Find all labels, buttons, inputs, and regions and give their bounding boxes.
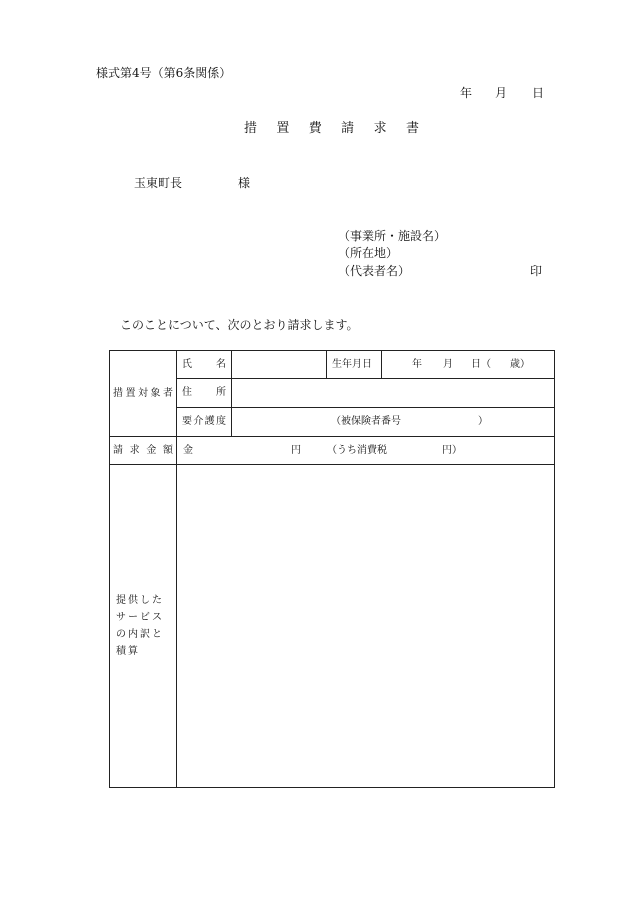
title-char: 費 [308,121,322,136]
tax-prefix: （うち消費税 [327,445,387,456]
facility-name-label: （事業所・施設名） [338,229,447,243]
amount-field[interactable] [177,437,555,465]
label-char: 氏 [182,358,192,370]
label-char: 護 [204,416,215,427]
label-char: 対 [138,387,148,399]
label-char: 額 [162,444,173,456]
amount-yen: 円 [291,445,301,456]
insured-number-close: ） [478,416,488,427]
label-char: 求 [129,444,140,456]
label-char: 者 [163,387,173,399]
name-label [177,351,232,379]
dob-label: 生年月日 [327,351,382,379]
seal-mark: 印 [530,264,543,278]
document-title [244,121,419,136]
label-char: 要 [182,416,192,427]
target-person-label [110,351,177,437]
label-char: 名 [216,358,226,370]
date-line [460,86,545,100]
date-day-label: 日 [532,86,545,100]
care-level-field[interactable] [232,408,555,437]
label-char: 介 [193,416,204,427]
title-char: 書 [405,121,419,136]
label-char: 金 [146,444,157,456]
intro-text: このことについて、次のとおり請求します。 [120,318,359,332]
label-char: 措 [113,387,123,399]
claim-form-table [109,350,555,788]
label-char: 置 [125,387,136,399]
addressee-honorific: 様 [238,176,251,190]
title-char: 請 [341,121,355,136]
title-char: 置 [276,121,290,136]
facility-address-label: （所在地） [338,246,399,260]
label-char: 度 [215,416,226,427]
representative-label: （代表者名） [338,264,411,278]
addressee-name: 玉東町長 [134,176,183,190]
title-char: 措 [244,121,258,136]
label-char: 住 [182,387,192,398]
service-details-field[interactable] [177,465,555,788]
care-level-label [177,408,232,437]
label-char: 象 [150,387,161,399]
title-char: 求 [373,121,387,136]
service-label: 提供したサービスの内訳と積算 [110,465,177,788]
dob-day: 日（ [471,359,491,370]
tax-yen: 円） [442,445,462,456]
name-field[interactable] [232,351,327,379]
label-char: 請 [113,444,123,456]
form-number: 様式第4号（第6条関係） [96,66,232,80]
date-month-label: 月 [495,86,508,100]
dob-month: 月 [443,359,453,370]
address-label [177,379,232,408]
address-field[interactable] [232,379,555,408]
label-char: 所 [216,387,226,398]
amount-prefix: 金 [183,445,193,456]
insured-number-label: （被保険者番号 [331,416,401,427]
dob-year: 年 [412,359,422,370]
age: 歳） [510,359,530,370]
amount-label [110,437,177,465]
dob-field[interactable] [382,351,555,379]
date-year-label: 年 [460,86,473,100]
